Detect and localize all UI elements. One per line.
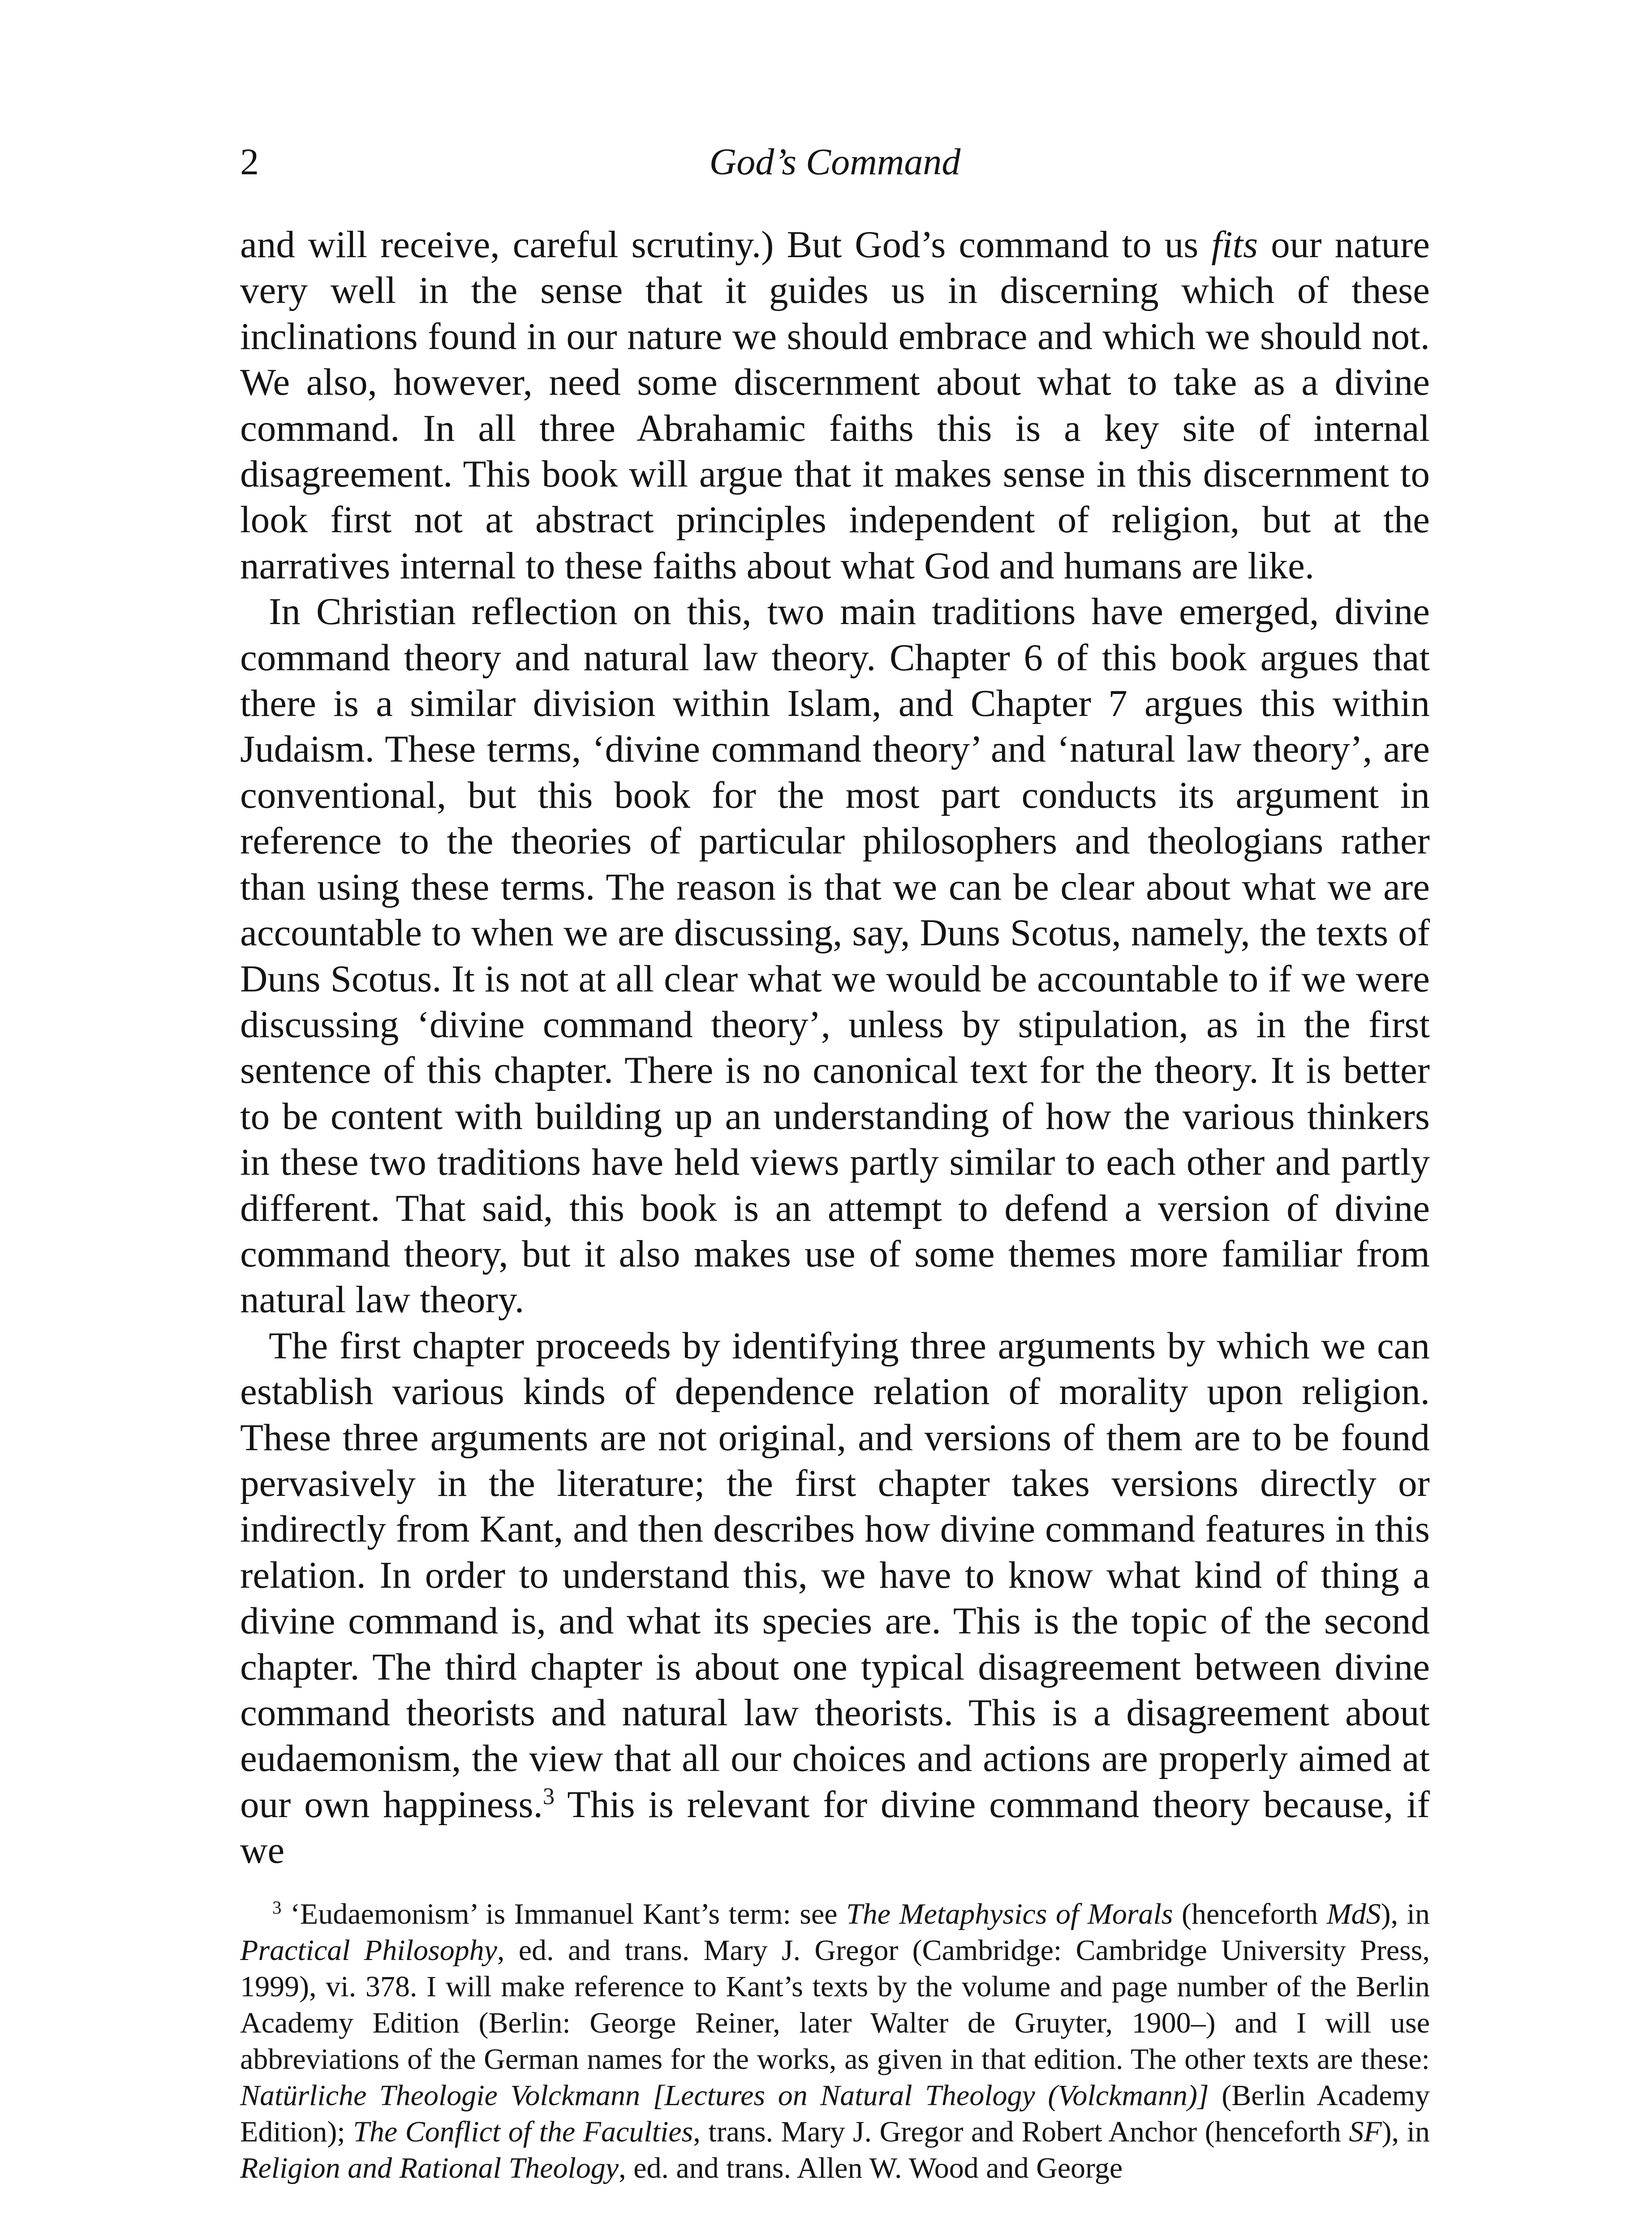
footnote-text-4: , ed. and trans. Mary J. Gregor (Cambridge: Cambridge University Press, 1999), vi. 378. I will make reference to Kant’s texts by the volume and page number of the Berlin Academy Edition (Berlin: George Reiner, later Walter de Gruyter, 1900–) and I will use abbreviations of the German names for the works, as given in that edition. The other texts are these:	[240, 1934, 1430, 2076]
footnotes	[240, 1896, 1430, 2186]
paragraph-1-text-a: and will receive, careful scrutiny.) But God’s command to us	[240, 224, 1212, 266]
paragraph-2: In Christian reflection on this, two main traditions have emerged, divine command theory and natural law theory. Chapter 6 of this book argues that there is a similar division within Islam, and Chapter 7 argues this within Judaism. These terms, ‘divine command theory’ and ‘natural law theory’, are conventional, but this book for the most part conducts its argument in reference to the theories of particular philosophers and theologians rather than using these terms. The reason is that we can be clear about what we are accountable to when we are discussing, say, Duns Scotus, namely, the texts of Duns Scotus. It is not at all clear what we would be accountable to if we were discussing ‘divine command theory’, unless by stipulation, as in the first sentence of this chapter. There is no canonical text for the theory. It is better to be content with building up an understanding of how the various thinkers in these two traditions have held views partly similar to each other and partly different. That said, this book is an attempt to defend a version of divine command theory, but it also makes use of some themes more familiar from natural law theory.	[240, 590, 1430, 1321]
footnote-abbrev-1: MdS	[1326, 1898, 1381, 1930]
footnote-text-1: ‘Eudaemonism’ is Immanuel Kant’s term: see	[281, 1898, 847, 1930]
footnote-title-3: Natürliche Theologie Volckmann [Lectures on Natural Theology (Volckmann)]	[240, 2079, 1209, 2112]
footnote-text-3: ), in	[1381, 1898, 1430, 1930]
footnote-text-2: (henceforth	[1173, 1898, 1327, 1930]
footnote-text-6: , trans. Mary J. Gregor and Robert Anchor (henceforth	[693, 2115, 1349, 2148]
footnote-title-2: Practical Philosophy	[240, 1934, 497, 1967]
paragraph-3	[240, 1323, 1430, 1874]
footnote-text-7: ), in	[1381, 2115, 1430, 2148]
footnote-3	[240, 1896, 1430, 2186]
page-number: 2	[240, 141, 259, 183]
paragraph-1	[240, 222, 1430, 589]
running-title: God’s Command	[709, 141, 961, 183]
footnote-text-5: (Berlin Academy Edition);	[240, 2079, 1430, 2148]
footnote-reference[interactable]: 3	[542, 1783, 555, 1809]
footnote-marker: 3	[272, 1897, 282, 1918]
paragraph-1-text-b: our nature very well in the sense that it guides us in discerning which of these inclinations found in our nature we should embrace and which we should not. We also, however, need some discernment about what to take as a divine command. In all three Abrahamic faiths this is a key site of internal disagreement. This book will argue that it makes sense in this discernment to look first not at abstract principles independent of religion, but at the narratives internal to these faiths about what God and humans are like.	[240, 224, 1430, 587]
body-text	[240, 222, 1430, 1874]
footnote-title-5: Religion and Rational Theology	[240, 2152, 619, 2184]
footnote-abbrev-2: SF	[1349, 2115, 1382, 2148]
paragraph-3-text-a: The first chapter proceeds by identifying three arguments by which we can establish various kinds of dependence relation of morality upon religion. These three arguments are not original, and versions of them are to be found pervasively in the literature; the first chapter takes versions directly or indirectly from Kant, and then describes how divine command features in this relation. In order to understand this, we have to know what kind of thing a divine command is, and what its species are. This is the topic of the second chapter. The third chapter is about one typical disagreement between divine command theorists and natural law theorists. This is a disagreement about eudaemonism, the view that all our choices and actions are properly aimed at our own happiness.	[240, 1324, 1430, 1826]
footnote-text-8: , ed. and trans. Allen W. Wood and George	[619, 2152, 1123, 2184]
footnote-title-1: The Metaphysics of Morals	[846, 1898, 1173, 1930]
paragraph-3-text-b: This is relevant for divine command theory because, if we	[240, 1783, 1430, 1872]
paragraph-1-emphasis: fits	[1211, 224, 1258, 266]
footnote-title-4: The Conflict of the Faculties	[353, 2115, 693, 2148]
